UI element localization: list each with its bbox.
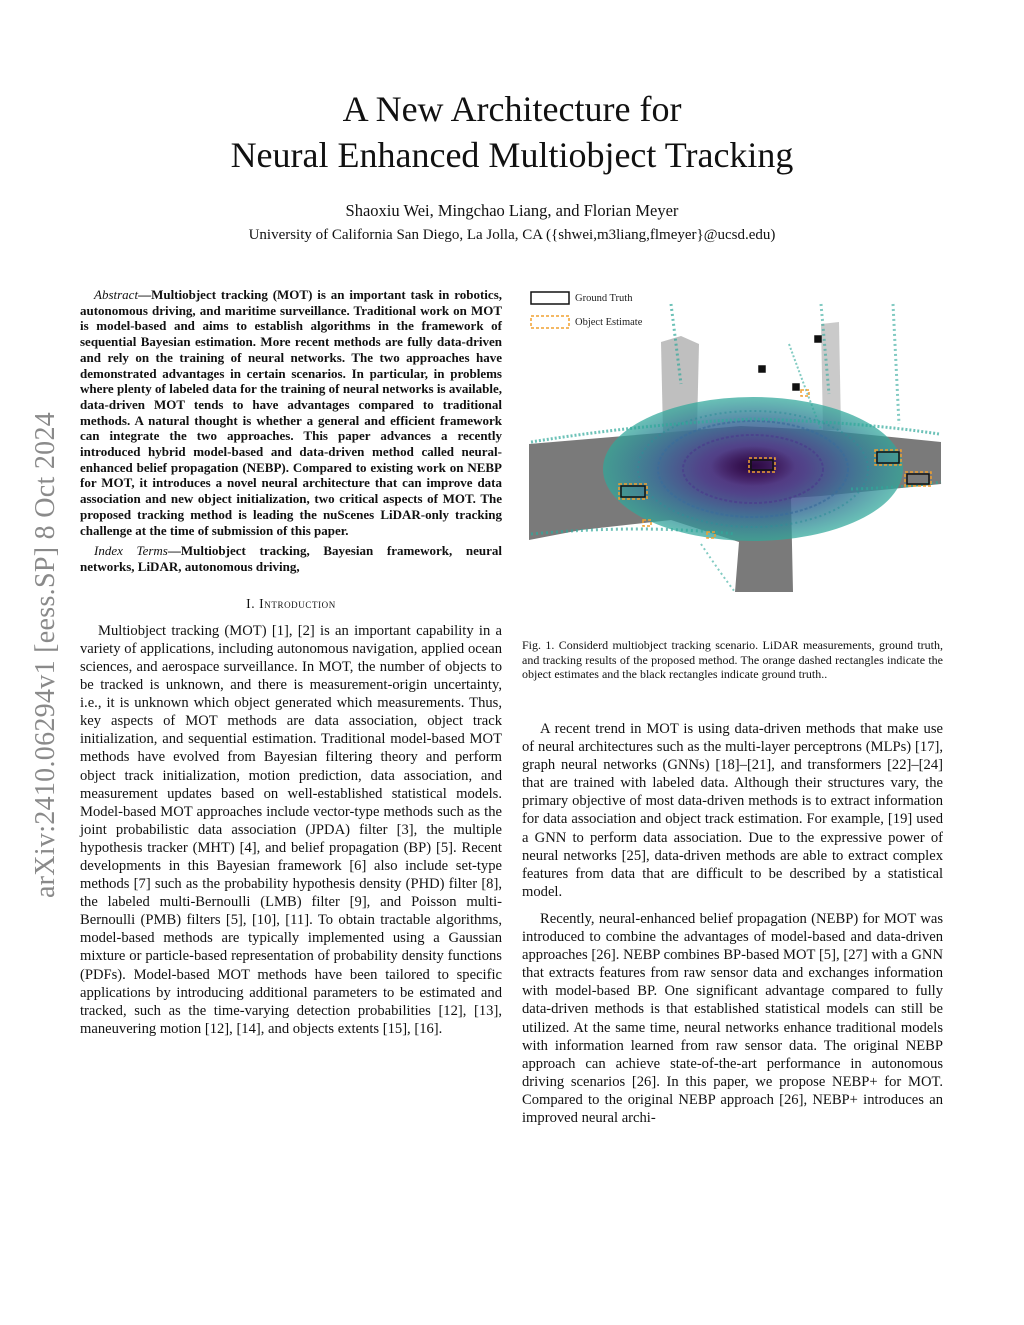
- arxiv-identifier: arXiv:2410.06294v1 [eess.SP] 8 Oct 2024: [30, 411, 62, 899]
- legend-object-estimate-label: Object Estimate: [575, 317, 643, 328]
- legend-ground-truth-label: Ground Truth: [575, 293, 633, 304]
- abstract: [80, 287, 502, 538]
- right-column: [522, 720, 943, 1136]
- section-heading-introduction: I. Introduction: [246, 595, 336, 611]
- affiliation: University of California San Diego, La Jolla, CA ({shwei,m3liang,flmeyer}@ucsd.edu): [248, 227, 776, 243]
- paper-title: [0, 86, 1024, 178]
- intro-paragraph-1: Multiobject tracking (MOT) [1], [2] is an important capability in a variety of applications, including autonomous navigation, applied ocean sciences, and aerospace surveillance. In MOT, the number of objects to be tracked is unknown, and there is measurement-origin uncertainty, i.e., it is unknown which object generated which measurements. Thus, key aspects of MOT methods are data association, object track initialization, and sequential estimation. Traditional model-based MOT methods have evolved from Bayesian filtering theory and perform object track initialization, motion prediction, data association, and measurement updates based on well-established statistical models. Model-based MOT approaches include vector-type methods such as the joint probabilistic data association (JPDA) filter [3], the multiple hypothesis tracker (MHT) [4], and belief propagation (BP) [5]. Recent developments in this Bayesian framework [6] also include set-type methods [7] such as the probability hypothesis density (PHD) filter [8], the labeled multi-Bernoulli (LMB) filter [9], and Poisson multi-Bernoulli (PMB) filters [5], [10], [11]. To obtain tractable algorithms, model-based methods are typically implemented using a Gaussian mixture or particle-based representation of probability density functions (PDFs). Model-based MOT methods have been tailored to specific applications by introducing additional parameters to be estimated and tracked, such as the time-varying detection probabilities [12], [13], maneuvering motion [12], [14], and objects extents [15], [16].: [80, 622, 502, 1037]
- intro-paragraph-2: A recent trend in MOT is using data-driven methods that make use of neural architectures such as the multi-layer perceptrons (MLPs) [17], graph neural networks (GNNs) [18]–[21], and transformers [22]–[24] that are trained with labeled data. Although their structures vary, the primary objective of most data-driven methods is to extract information for data association and object track estimation. For example, [19] used a GNN to perform data association. Due to the expressive power of neural networks [25], data-driven methods are able to extract complex features from data that are difficult to be described by a statistical model.: [522, 721, 943, 900]
- legend-object-estimate-swatch: [531, 316, 569, 328]
- index-terms-label: Index Terms: [94, 543, 168, 559]
- figure-legend: [531, 292, 643, 328]
- index-terms-text: —Multiobject tracking, Bayesian framework, neural networks, LiDAR, autonomous driving,: [80, 543, 502, 574]
- abstract-label: Abstract: [94, 287, 139, 302]
- lidar-figure: [521, 284, 944, 634]
- intro-paragraph-3: Recently, neural-enhanced belief propagation (NEBP) for MOT was introduced to combine the advantages of model-based and data-driven approaches [26]. NEBP combines BP-based MOT [5], [27] with a GNN that extracts features from raw sensor data and exchanges information with model-based BP. One significant advantage compared to fully data-driven methods is that established statistical models can still be utilized. At the same time, neural networks enhance traditional models with information learned from raw sensor data. The original NEBP approach can achieve state-of-the-art performance in autonomous driving scenarios [26]. In this paper, we propose NEBP+ for MOT. Compared to the original NEBP approach [26], NEBP+ introduces an improved neural archi-: [522, 910, 943, 1126]
- abstract-text: —Multiobject tracking (MOT) is an important task in robotics, autonomous driving, and maritime surveillance. Traditional work on MOT is model-based and aims to establish algorithms in the framework of sequential Bayesian estimation. More recent methods are fully data-driven and rely on the training of neural networks. The two approaches have demonstrated advantages in certain scenarios. In particular, in problems where plenty of labeled data for the training of neural networks is available, data-driven MOT tends to have advantages compared to traditional methods. A natural thought is whether a general and efficient framework can integrate the two approaches. This paper advances a recently introduced hybrid model-based and data-driven method called neural-enhanced belief propagation (NEBP). Compared to existing work on NEBP for MOT, it introduces a novel neural architecture that can improve data association and new object initialization, two critical aspects of MOT. The proposed tracking method is leading the nuScenes LiDAR-only tracking challenge at the time of submission of this paper.: [80, 287, 502, 538]
- legend-ground-truth-swatch: [531, 292, 569, 304]
- title-line-1: A New Architecture for: [342, 89, 682, 129]
- authors: Shaoxiu Wei, Mingchao Liang, and Florian Meyer: [345, 201, 679, 220]
- left-column: [80, 287, 502, 1044]
- index-terms: [80, 543, 502, 574]
- arxiv-sidebar: [28, 360, 64, 950]
- figure-caption: Fig. 1. Considerd multiobject tracking scenario. LiDAR measurements, ground truth, and tracking results of the proposed method. The orange dashed rectangles indicate the object estimates and the black rectangles indicate ground truth..: [522, 638, 943, 681]
- title-line-2: Neural Enhanced Multiobject Tracking: [230, 135, 794, 175]
